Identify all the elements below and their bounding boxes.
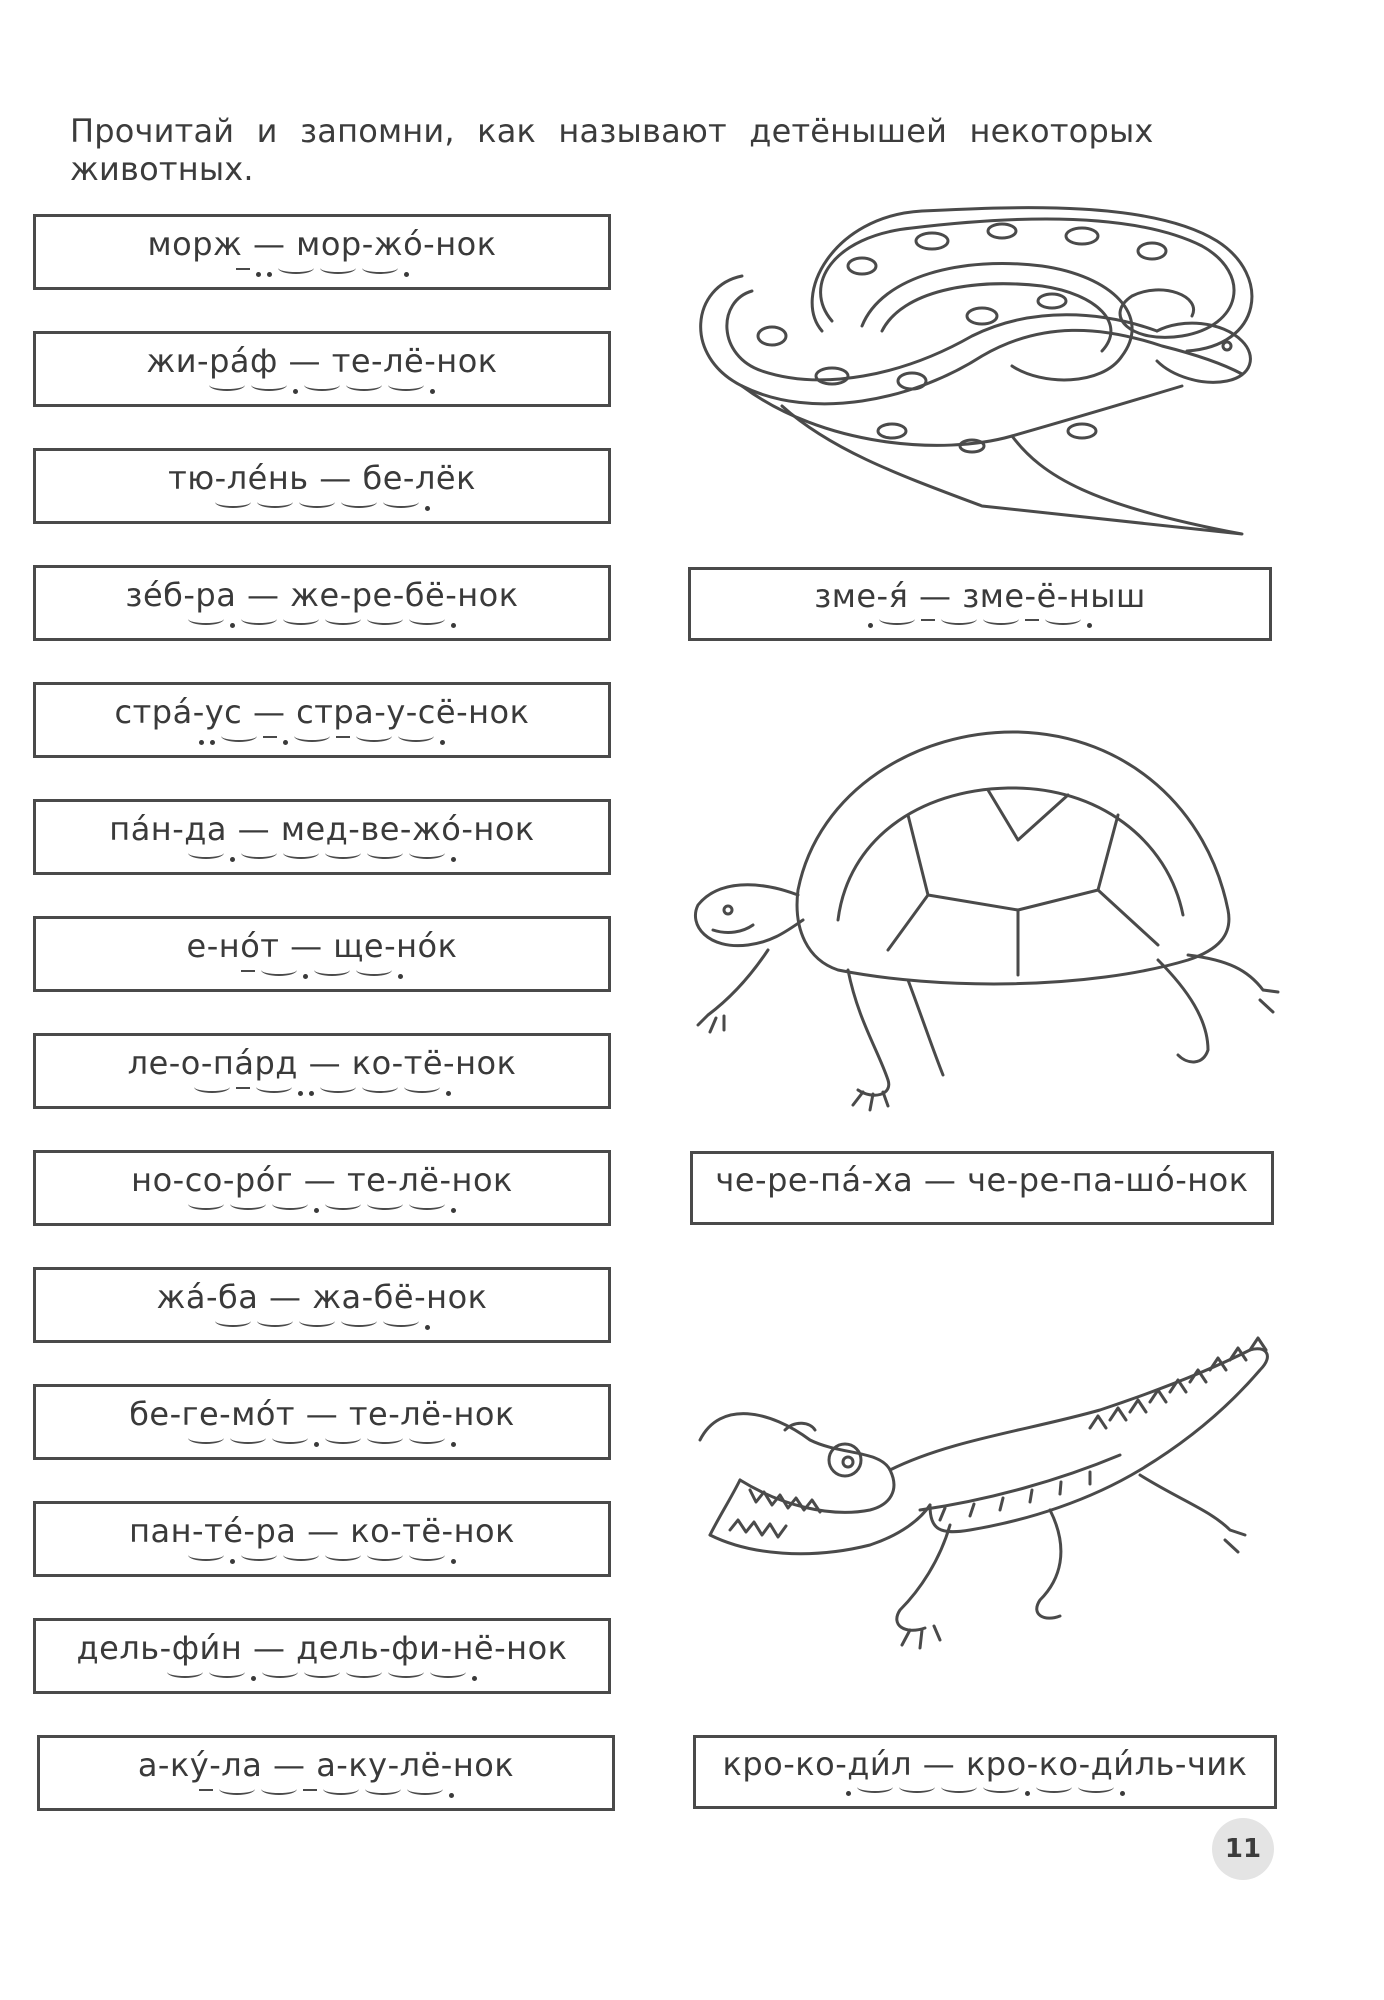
word-panther: пан-те́-ра — ко-тё-нок xyxy=(129,1512,515,1550)
syllable-marks xyxy=(36,1432,608,1448)
word-panda: па́н-да — мед-ве-жо́-нок xyxy=(109,810,535,848)
word-box-shark xyxy=(37,1735,615,1811)
word-zebra: зе́б-ра — же-ре-бё-нок xyxy=(125,576,519,614)
word-box-crocodile xyxy=(693,1735,1277,1809)
syllable-marks xyxy=(36,262,608,278)
word-toad: жа́-ба — жа-бё-нок xyxy=(156,1278,488,1316)
page-number: 11 xyxy=(1212,1818,1274,1880)
syllable-marks xyxy=(36,1549,608,1565)
word-box-giraffe xyxy=(33,331,611,407)
word-crocodile: кро-ко-ди́л — кро-ко-ди́ль-чик xyxy=(722,1745,1248,1783)
word-box-zebra xyxy=(33,565,611,641)
word-box-rhino xyxy=(33,1150,611,1226)
syllable-marks xyxy=(36,1198,608,1214)
syllable-marks xyxy=(36,1081,608,1097)
snake-illustration xyxy=(682,206,1282,556)
word-box-walrus xyxy=(33,214,611,290)
word-box-panther xyxy=(33,1501,611,1577)
word-box-dolphin xyxy=(33,1618,611,1694)
word-box-leopard xyxy=(33,1033,611,1109)
instruction-text: Прочитай и запомни, как называют детёнышей некоторых животных. xyxy=(70,112,1154,188)
word-box-turtle xyxy=(690,1151,1274,1225)
word-hippo: бе-ге-мо́т — те-лё-нок xyxy=(129,1395,515,1433)
syllable-marks xyxy=(691,613,1269,629)
word-box-hippo xyxy=(33,1384,611,1460)
syllable-marks xyxy=(36,847,608,863)
word-box-raccoon xyxy=(33,916,611,992)
word-dolphin: дель-фи́н — дель-фи-нё-нок xyxy=(76,1629,568,1667)
word-box-seal xyxy=(33,448,611,524)
syllable-marks xyxy=(36,1315,608,1331)
word-seal: тю-ле́нь — бе-лёк xyxy=(168,459,476,497)
crocodile-illustration xyxy=(690,1330,1290,1710)
syllable-marks xyxy=(36,496,608,512)
word-rhino: но-со-ро́г — те-лё-нок xyxy=(131,1161,513,1199)
word-walrus: морж — мор-жо́-нок xyxy=(147,225,497,263)
syllable-marks xyxy=(36,379,608,395)
syllable-marks xyxy=(36,964,608,980)
word-box-panda xyxy=(33,799,611,875)
syllable-marks xyxy=(36,730,608,746)
word-shark: а-ку́-ла — а-ку-лё-нок xyxy=(137,1746,515,1784)
word-giraffe: жи-ра́ф — те-лё-нок xyxy=(146,342,498,380)
syllable-marks xyxy=(696,1781,1274,1797)
word-raccoon: е-но́т — ще-но́к xyxy=(186,927,458,965)
word-snake: зме-я́ — зме-ё-ныш xyxy=(814,577,1146,615)
word-box-snake xyxy=(688,567,1272,641)
syllable-marks xyxy=(36,613,608,629)
word-box-ostrich xyxy=(33,682,611,758)
syllable-marks xyxy=(40,1783,612,1799)
word-turtle: че-ре-па́-ха — че-ре-па-шо́-нок xyxy=(715,1161,1249,1199)
word-ostrich: стра́-ус — стра-у-сё-нок xyxy=(114,693,530,731)
word-box-toad xyxy=(33,1267,611,1343)
turtle-illustration xyxy=(688,720,1288,1130)
syllable-marks xyxy=(36,1666,608,1682)
word-leopard: ле-о-па́рд — ко-тё-нок xyxy=(127,1044,517,1082)
